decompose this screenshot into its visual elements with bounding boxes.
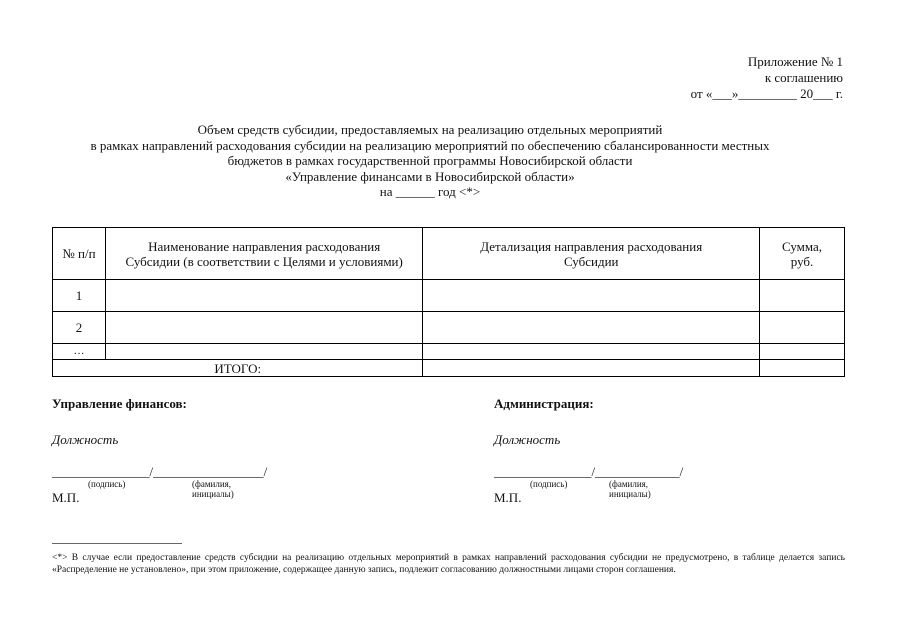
appendix-date: от «___»_________ 20___ г. [690, 86, 843, 101]
signature-line: _______________/_____________/ [494, 464, 684, 479]
row-number: 2 [53, 312, 106, 344]
signatory-position: Должность [52, 432, 119, 447]
appendix-agreement: к соглашению [764, 70, 843, 85]
header-name: Наименование направления расходования Субсидии (в соответствии с Целями и условиями) [105, 228, 423, 280]
signatory-org: Администрация: [494, 396, 594, 411]
footnote: <*> В случае если предоставление средств субсидии на реализацию отдельных мероприятий в рамках направлений расходования субсидии не предусмотрено, в таблице делается запись «Распределение не установлено», при этом приложение, содержащее данную запись, подлежит согласованию должностными лицами сторон соглашения. [52, 553, 845, 575]
signature-line: _______________/_________________/ [52, 464, 268, 479]
cell-sum [760, 344, 845, 360]
signature-block-administration [494, 396, 683, 505]
name-caption: (фамилия, инициалы) [609, 479, 651, 499]
cell-name [105, 312, 423, 344]
title-line-3: бюджетов в рамках государственной программы Новосибирской области [227, 153, 633, 168]
title-line-4: «Управление финансами в Новосибирской области» [285, 168, 575, 184]
table-total-row [53, 360, 845, 377]
cell-name [105, 280, 423, 312]
cell-detail [423, 312, 760, 344]
cell-name [105, 344, 423, 360]
signatory-org: Управление финансов: [52, 396, 187, 411]
stamp-place: М.П. [494, 490, 522, 505]
signature-caption: (подпись) [88, 479, 126, 489]
table-row [53, 312, 845, 344]
appendix-header [691, 54, 843, 102]
total-detail [423, 360, 760, 377]
signature-caption: (подпись) [530, 479, 568, 489]
total-sum [760, 360, 845, 377]
cell-detail [423, 280, 760, 312]
footnote-divider [52, 543, 182, 544]
header-num: № п/п [53, 228, 106, 280]
total-label: ИТОГО: [53, 360, 423, 377]
table-header-row [53, 228, 845, 280]
title-line-1: Объем средств субсидии, предоставляемых на реализацию отдельных мероприятий [197, 122, 663, 137]
signature-block-finance [52, 396, 267, 505]
table-row [53, 280, 845, 312]
cell-detail [423, 344, 760, 360]
cell-sum [760, 312, 845, 344]
header-detail: Детализация направления расходования Субсидии [423, 228, 760, 280]
signatory-position: Должность [494, 432, 561, 447]
row-ellipsis: … [53, 344, 106, 360]
title-line-2: в рамках направлений расходования субсидии на реализацию мероприятий по обеспечению сбалансированности местных [90, 137, 770, 153]
document-title [40, 122, 820, 200]
name-caption: (фамилия, инициалы) [192, 479, 234, 499]
title-line-5: на ______ год <*> [379, 184, 481, 199]
stamp-place: М.П. [52, 490, 80, 505]
row-number: 1 [53, 280, 106, 312]
appendix-number: Приложение № 1 [747, 54, 843, 69]
subsidy-table [52, 227, 845, 377]
header-sum: Сумма, руб. [760, 228, 845, 280]
cell-sum [760, 280, 845, 312]
table-row-ellipsis [53, 344, 845, 360]
